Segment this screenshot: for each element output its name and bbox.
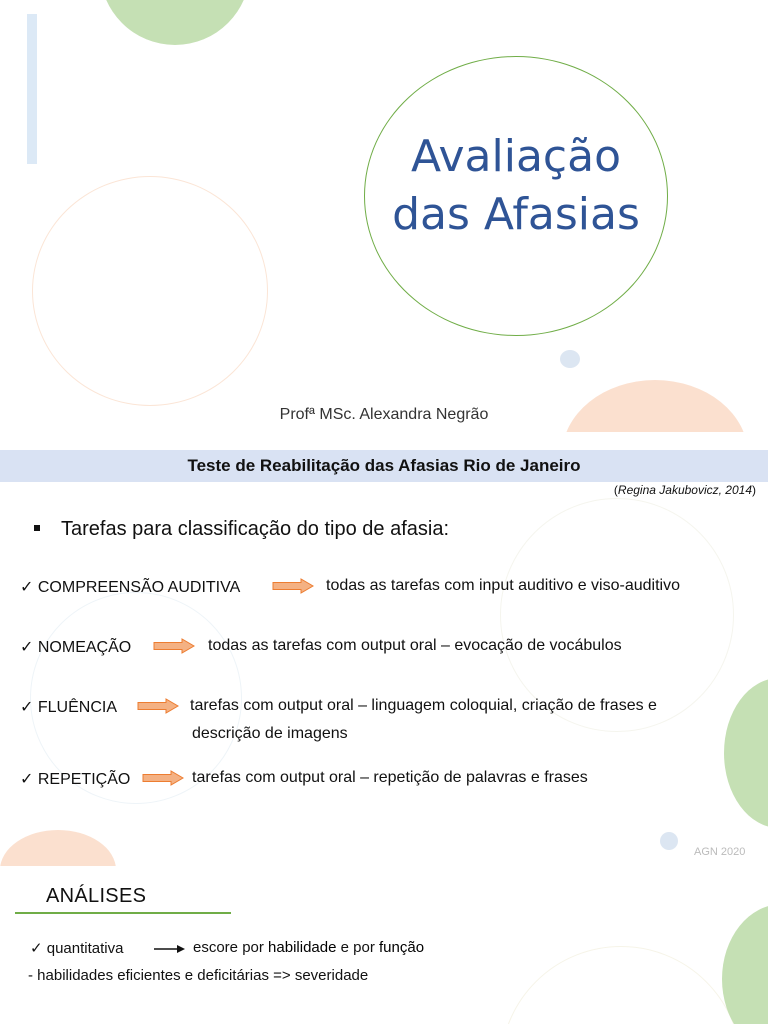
arrow-right-icon <box>154 944 186 954</box>
citation-author: Regina Jakubovicz, 2014 <box>617 483 752 497</box>
faint-ring-bottom <box>500 946 742 1024</box>
green-blob-top <box>100 0 250 45</box>
task-description-line-2: descrição de imagens <box>192 725 348 742</box>
bullet-square-icon <box>34 525 40 531</box>
task-item-repeticao <box>20 769 130 789</box>
score-function: função <box>379 939 425 956</box>
author-name: Profª MSc. Alexandra Negrão <box>279 406 489 423</box>
title-line-2: das Afasias <box>392 189 640 240</box>
blue-dot <box>660 832 678 850</box>
task-description: todas as tarefas com output oral – evocação de vocábulos <box>208 637 622 654</box>
task-label: REPETIÇÃO <box>37 771 131 788</box>
arrow-right-icon <box>272 578 314 594</box>
arrow-right-icon <box>153 638 195 654</box>
citation-open: ( <box>613 483 618 497</box>
small-blue-dot <box>560 350 580 368</box>
severity-line <box>28 967 368 984</box>
score-text-b: e por <box>340 939 375 956</box>
task-label: COMPREENSÃO AUDITIVA <box>37 579 241 596</box>
score-text-a: escore por <box>193 939 264 956</box>
task-item-nomeacao <box>20 637 131 657</box>
task-description: tarefas com output oral – repetição de palavras e frases <box>192 769 588 786</box>
title-slide <box>0 0 768 432</box>
peach-ring <box>32 176 268 406</box>
citation-close: ) <box>752 483 756 497</box>
quantitative-line <box>30 939 123 957</box>
analysis-label: quantitativa <box>46 940 124 957</box>
peach-blob-left <box>0 830 116 866</box>
quantitative-description <box>193 939 424 956</box>
slide-title <box>364 128 668 244</box>
section-heading: ANÁLISES <box>46 885 147 907</box>
bullet-heading: Tarefas para classificação do tipo de afasia: <box>61 518 449 540</box>
analysis-slide <box>0 866 768 1024</box>
check-icon: ✓ <box>20 699 34 716</box>
arrow-right-icon <box>142 770 184 786</box>
check-icon: ✓ <box>20 579 34 596</box>
arrow-right-icon <box>137 698 179 714</box>
light-blue-bar <box>27 14 37 164</box>
severity-text: => severidade <box>273 967 369 984</box>
check-icon: ✓ <box>30 940 43 957</box>
task-item-compreensao <box>20 577 240 597</box>
green-blob-bottom-right <box>722 904 768 1024</box>
score-ability: habilidade <box>268 939 337 956</box>
heading-underline <box>15 912 231 914</box>
slide-heading: Teste de Reabilitação das Afasias Rio de Janeiro <box>187 456 581 475</box>
abilities-text: habilidades eficientes e deficitárias <box>37 967 269 984</box>
green-blob-right <box>724 678 768 828</box>
task-description: todas as tarefas com input auditivo e viso-auditivo <box>326 577 680 594</box>
dash-prefix: - <box>28 967 33 984</box>
task-label: FLUÊNCIA <box>37 699 117 716</box>
check-icon: ✓ <box>20 771 34 788</box>
citation <box>614 483 756 497</box>
task-item-fluencia <box>20 697 117 717</box>
task-description: tarefas com output oral – linguagem coloquial, criação de frases e <box>190 697 657 714</box>
check-icon: ✓ <box>20 639 34 656</box>
header-band <box>0 450 768 482</box>
content-slide <box>0 432 768 866</box>
task-label: NOMEAÇÃO <box>37 639 132 656</box>
title-line-1: Avaliação <box>410 131 621 182</box>
footer-mark: AGN 2020 <box>694 846 746 858</box>
